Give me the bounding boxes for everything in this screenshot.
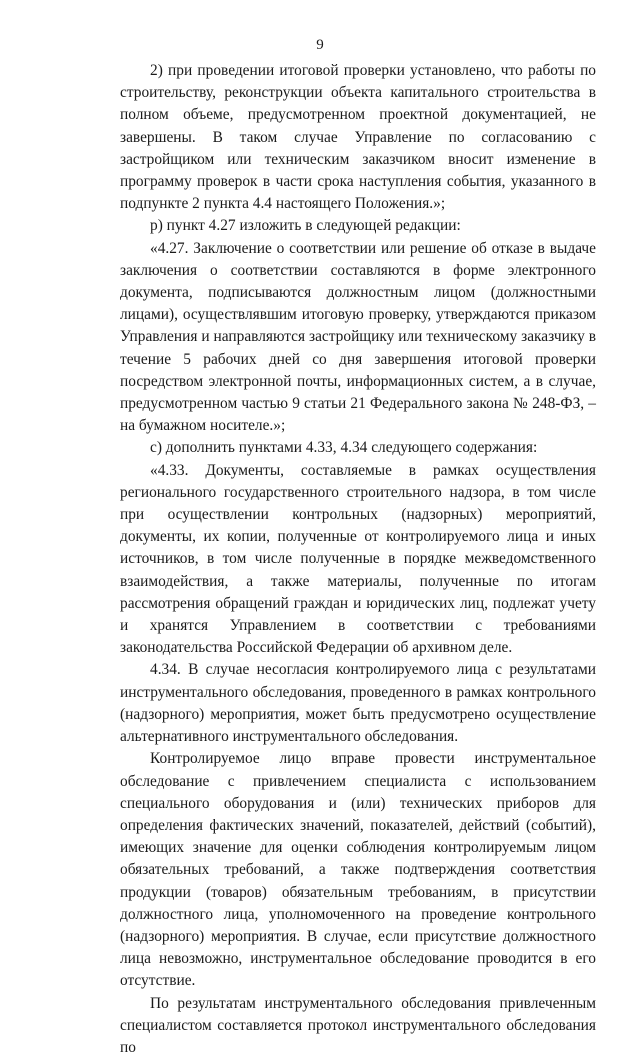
paragraph-results: По результатам инструментального обследования привлеченным специалистом составляется протокол инструментального обследования по	[120, 994, 596, 1056]
paragraph-4-34: 4.34. В случае несогласия контролируемого лица с результатами инструментального обследования, проведенного в рамках контрольного (надзорного) мероприятия, может быть предусмотрено осуществление альтернативного инструментального обследования.	[120, 661, 596, 746]
paragraph-subitem-2: 2) при проведении итоговой проверки установлено, что работы по строительству, реконструкции объекта капитального строительства в полном объеме, предусмотренном проектной документацией, не завершены. В таком случае Управление по согласованию с застройщиком или техническим заказчиком вносит изменение в программу проверок в части срока наступления события, указанного в подпункте 2 пункта 4.4 настоящего Положения.»;	[120, 62, 596, 213]
paragraph-4-33: «4.33. Документы, составляемые в рамках осуществления регионального государственного строительного надзора, в том числе при осуществлении контрольных (надзорных) мероприятий, документы, их копии, полученные от контролируемого лица и иных источников, в том числе полученные в порядке межведомственного взаимодействия, а также материалы, полученные по итогам рассмотрения обращений граждан и юридических лиц, подлежат учету и хранятся Управлением в соответствии с требованиями законодательства Российской Федерации об архивном деле.	[120, 461, 596, 657]
page-number: 9	[316, 37, 324, 53]
paragraph-item-r: р) пункт 4.27 изложить в следующей редакции:	[150, 217, 461, 235]
paragraph-4-27: «4.27. Заключение о соответствии или решение об отказе в выдаче заключения о соответствии составляются в форме электронного документа, подписываются должностным лицом (должностными лицами), осуществлявшим итоговую проверку, утверждаются приказом Управления и направляются застройщику или техническому заказчику в течение 5 рабочих дней со дня завершения итоговой проверки посредством электронной почты, информационных систем, а в случае, предусмотренном частью 9 статьи 21 Федерального закона № 248-ФЗ, – на бумажном носителе.»;	[120, 239, 596, 435]
paragraph-controlled-person: Контролируемое лицо вправе провести инструментальное обследование с привлечением специалиста с использованием специального оборудования и (или) технических приборов для определения фактических значений, показателей, действий (событий), имеющих значение для оценки соблюдения контролируемым лицом обязательных требований, а также подтверждения соответствия продукции (товаров) обязательным требованиям, в присутствии должностного лица, уполномоченного на проведение контрольного (надзорного) мероприятия. В случае, если присутствие должностного лица невозможно, инструментальное обследование проводится в его отсутствие.	[120, 750, 596, 990]
document-body	[120, 60, 596, 1059]
paragraph-item-s: с) дополнить пунктами 4.33, 4.34 следующего содержания:	[150, 439, 538, 457]
